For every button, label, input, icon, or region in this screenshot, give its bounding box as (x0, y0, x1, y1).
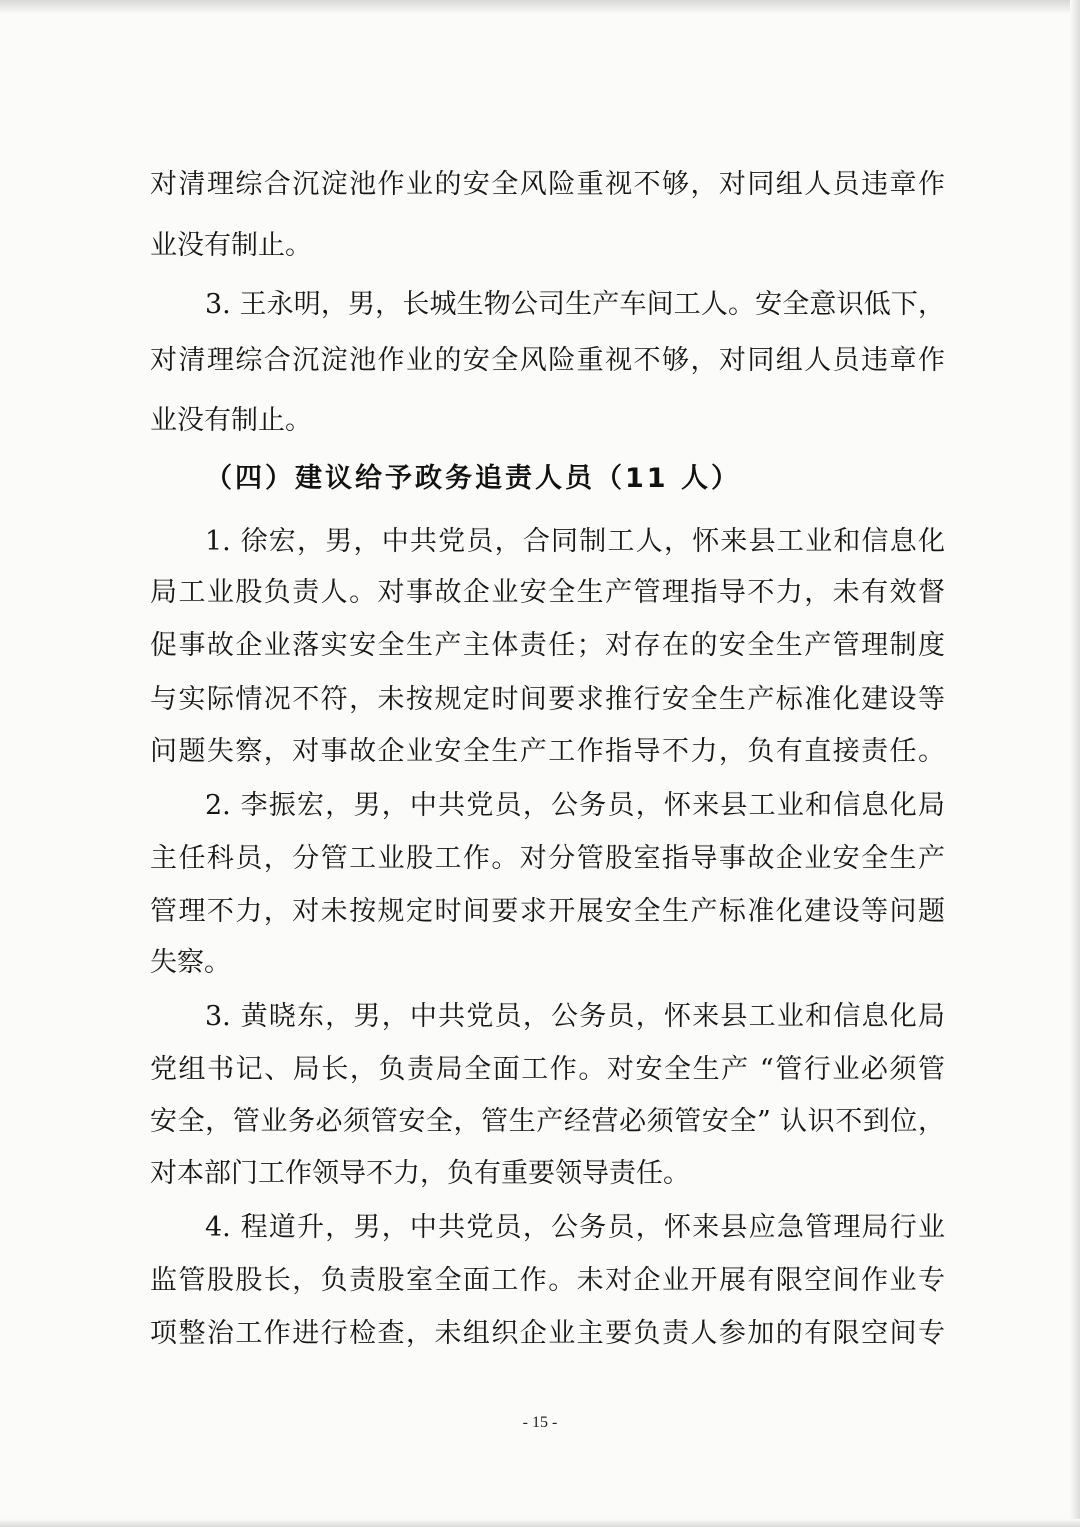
body-text-line: 与实际情况不符，未按规定时间要求推行安全生产标准化建设等 (150, 684, 945, 715)
list-item-line: 1. 徐宏，男，中共党员，合同制工人，怀来县工业和信息化 (205, 526, 945, 557)
list-item-line: 3. 黄晓东，男，中共党员，公务员，怀来县工业和信息化局 (205, 1001, 945, 1032)
body-text-line: 主任科员，分管工业股工作。对分管股室指导事故企业安全生产 (150, 843, 945, 874)
body-text-line: 监管股股长，负责股室全面工作。未对企业开展有限空间作业专 (150, 1265, 945, 1296)
list-item-line: 4. 程道升，男，中共党员，公务员，怀来县应急管理局行业 (205, 1212, 945, 1243)
body-text-line: 局工业股负责人。对事故企业安全生产管理指导不力，未有效督 (150, 577, 945, 608)
body-text-line: 对本部门工作领导不力，负有重要领导责任。 (150, 1158, 690, 1189)
body-text-line: 问题失察，对事故企业安全生产工作指导不力，负有直接责任。 (150, 736, 945, 767)
body-text-line: 安全，管业务必须管安全，管生产经营必须管安全” 认识不到位， (150, 1106, 945, 1137)
page-number: - 15 - (522, 1414, 558, 1431)
body-text-line: 失察。 (150, 947, 231, 978)
body-text-line: 管理不力，对未按规定时间要求开展安全生产标准化建设等问题 (150, 896, 945, 927)
body-text-line: 项整治工作进行检查，未组织企业主要负责人参加的有限空间专 (150, 1318, 945, 1349)
list-item-line: 3. 王永明，男，长城生物公司生产车间工人。安全意识低下， (205, 289, 945, 320)
body-text-line: 党组书记、局长，负责局全面工作。对安全生产 “管行业必须管 (150, 1054, 945, 1085)
body-text-line: 业没有制止。 (150, 230, 312, 261)
list-item-line: 2. 李振宏，男，中共党员，公务员，怀来县工业和信息化局 (205, 790, 945, 821)
body-text-line: 业没有制止。 (150, 405, 312, 436)
scan-shadow-right (1070, 0, 1080, 1527)
body-text-line: 对清理综合沉淀池作业的安全风险重视不够，对同组人员违章作 (150, 345, 945, 376)
section-heading: （四）建议给予政务追责人员（11 人） (205, 463, 741, 494)
body-text-line: 促事故企业落实安全生产主体责任；对存在的安全生产管理制度 (150, 630, 945, 661)
scan-shadow-bottom (0, 1519, 1080, 1527)
scan-shadow-top (0, 0, 1080, 14)
body-text-line: 对清理综合沉淀池作业的安全风险重视不够，对同组人员违章作 (150, 169, 945, 200)
